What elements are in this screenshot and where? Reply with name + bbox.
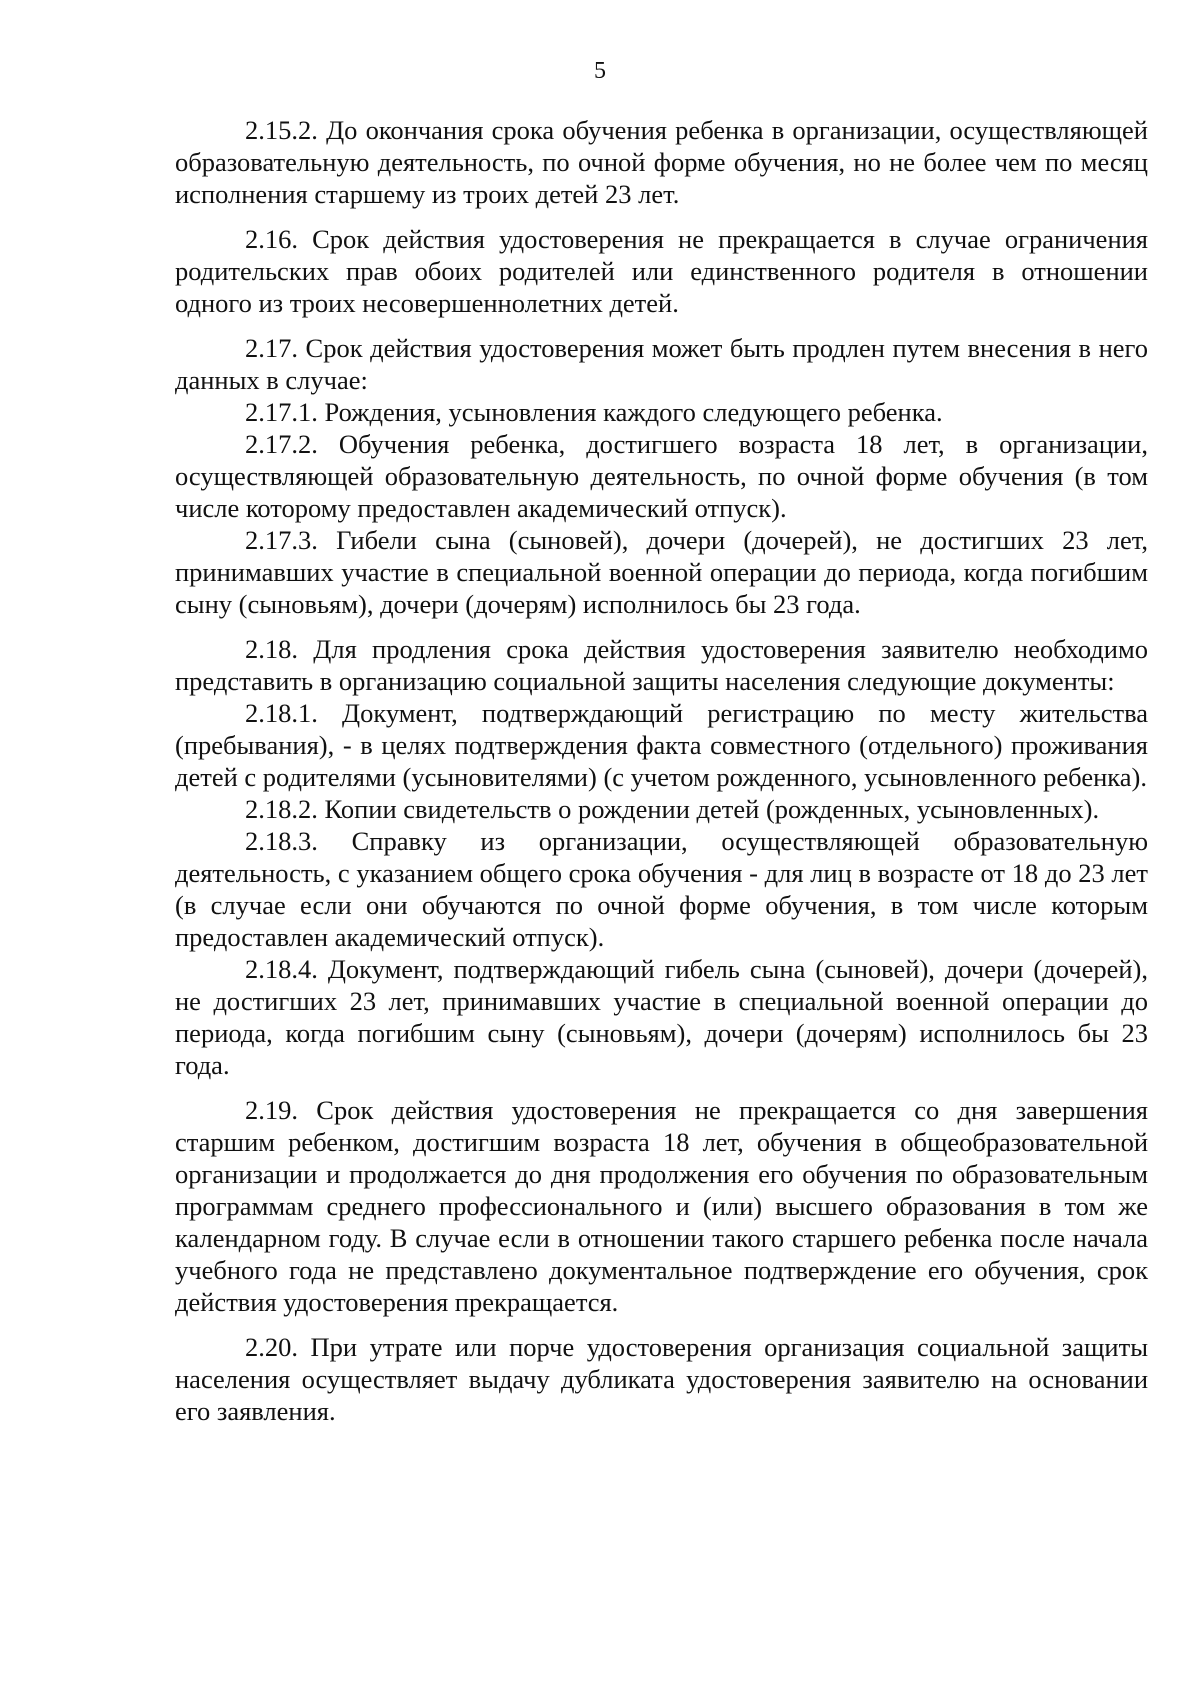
document-body xyxy=(175,114,1148,1427)
paragraph-2-15-2: 2.15.2. До окончания срока обучения ребенка в организации, осуществляющей образовательную деятельность, по очной форме обучения, но не более чем по месяц исполнения старшему из троих детей 23 лет. xyxy=(175,115,1148,209)
paragraph-2-20: 2.20. При утрате или порче удостоверения организация социальной защиты населения осуществляет выдачу дубликата удостоверения заявителю на основании его заявления. xyxy=(175,1332,1148,1426)
paragraph-2-18-1: 2.18.1. Документ, подтверждающий регистрацию по месту жительства (пребывания), - в целях подтверждения факта совместного (отдельного) проживания детей с родителями (усыновителями) (с учетом рожденного, усыновленного ребенка). xyxy=(175,698,1148,792)
paragraph-2-17-3: 2.17.3. Гибели сына (сыновей), дочери (дочерей), не достигших 23 лет, принимавших участие в специальной военной операции до периода, когда погибшим сыну (сыновьям), дочери (дочерям) исполнилось бы 23 года. xyxy=(175,525,1148,619)
page-number: 5 xyxy=(594,58,606,84)
paragraph-2-17-2: 2.17.2. Обучения ребенка, достигшего возраста 18 лет, в организации, осуществляющей образовательную деятельность, по очной форме обучения (в том числе которому предоставлен академический отпуск). xyxy=(175,429,1148,523)
paragraph-2-17: 2.17. Срок действия удостоверения может быть продлен путем внесения в него данных в случае: xyxy=(175,333,1148,395)
paragraph-2-16: 2.16. Срок действия удостоверения не прекращается в случае ограничения родительских прав обоих родителей или единственного родителя в отношении одного из троих несовершеннолетних детей. xyxy=(175,224,1148,318)
paragraph-2-18: 2.18. Для продления срока действия удостоверения заявителю необходимо представить в организацию социальной защиты населения следующие документы: xyxy=(175,634,1148,696)
paragraph-2-18-3: 2.18.3. Справку из организации, осуществляющей образовательную деятельность, с указанием общего срока обучения - для лиц в возрасте от 18 до 23 лет (в случае если они обучаются по очной форме обучения, в том числе которым предоставлен академический отпуск). xyxy=(175,826,1148,952)
paragraph-2-17-1: 2.17.1. Рождения, усыновления каждого следующего ребенка. xyxy=(245,397,943,427)
paragraph-2-18-2: 2.18.2. Копии свидетельств о рождении детей (рожденных, усыновленных). xyxy=(245,794,1100,824)
paragraph-2-19: 2.19. Срок действия удостоверения не прекращается со дня завершения старшим ребенком, достигшим возраста 18 лет, обучения в общеобразовательной организации и продолжается до дня продолжения его обучения по образовательным программам среднего профессионального и (или) высшего образования в том же календарном году. В случае если в отношении такого старшего ребенка после начала учебного года не представлено документальное подтверждение его обучения, срок действия удостоверения прекращается. xyxy=(175,1095,1148,1317)
paragraph-2-18-4: 2.18.4. Документ, подтверждающий гибель сына (сыновей), дочери (дочерей), не достигших 23 лет, принимавших участие в специальной военной операции до периода, когда погибшим сыну (сыновьям), дочери (дочерям) исполнилось бы 23 года. xyxy=(175,954,1148,1080)
